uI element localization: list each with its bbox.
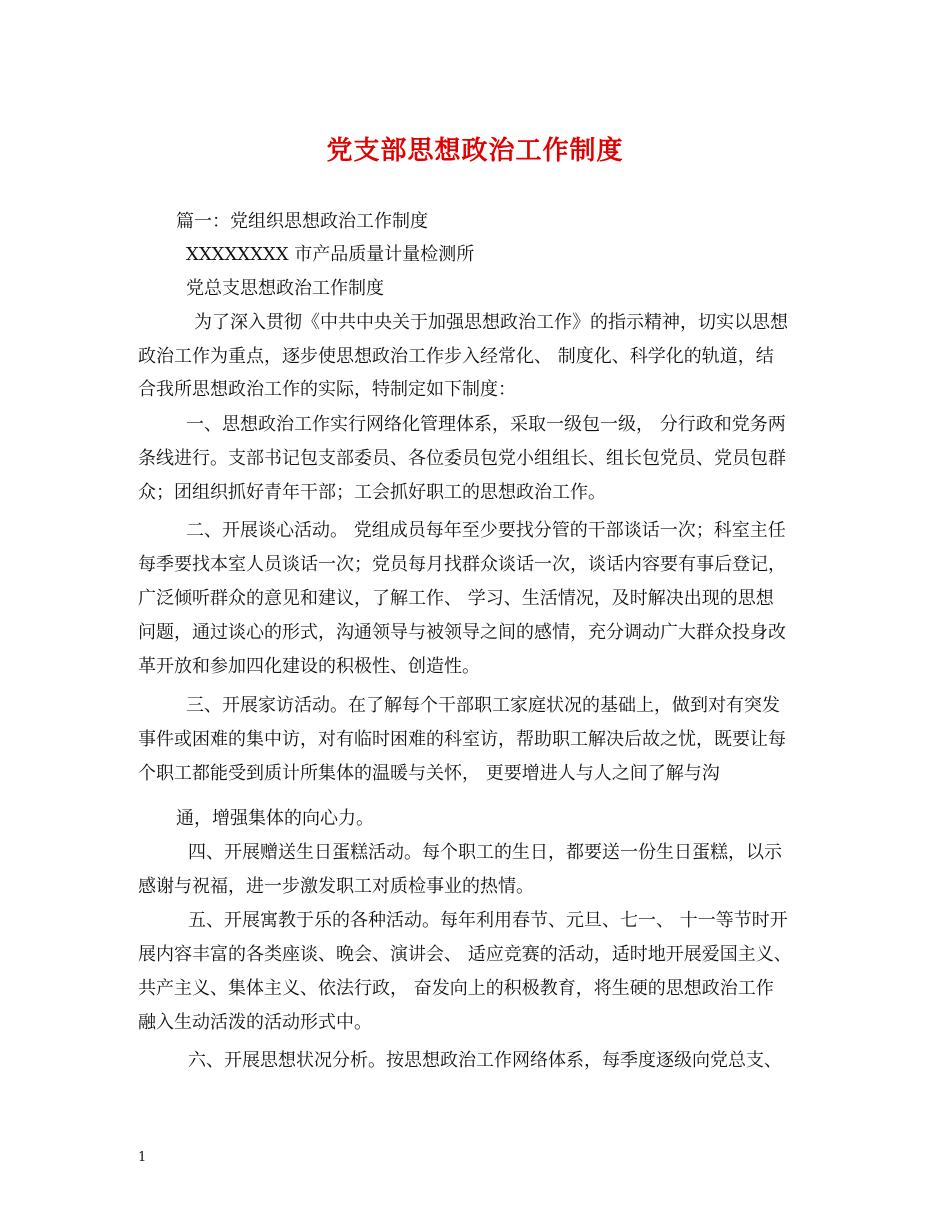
- body-line: 合我所思想政治工作的实际，特制定如下制度：: [138, 379, 516, 400]
- body-line: 众；团组织抓好青年干部；工会抓好职工的思想政治工作。: [138, 482, 606, 503]
- body-line: 六、开展思想状况分析。按思想政治工作网络体系，每季度逐级向党总支、: [188, 1050, 782, 1071]
- body-line: 展内容丰富的各类座谈、晚会、演讲会、 适应竞赛的活动，适时地开展爱国主义、: [138, 944, 792, 965]
- body-line: 党总支思想政治工作制度: [186, 278, 384, 299]
- body-line: XXXXXXXX 市产品质量计量检测所: [186, 244, 475, 265]
- body-line: 事件或困难的集中访，对有临时困难的科室访，帮助职工解决后故之忧，既要让每: [138, 729, 786, 750]
- body-line: 五、开展寓教于乐的各种活动。每年利用春节、元旦、七一、 十一等节时开: [188, 910, 788, 931]
- document-title: 党支部思想政治工作制度: [326, 136, 624, 166]
- body-line: 三、开展家访活动。在了解每个干部职工家庭状况的基础上，做到对有突发: [186, 695, 780, 716]
- body-line: 问题，通过谈心的形式，沟通领导与被领导之间的感情，充分调动广大群众投身改: [138, 622, 786, 643]
- body-line: 革开放和参加四化建设的积极性、创造性。: [138, 656, 480, 677]
- body-line: 为了深入贯彻《中共中央关于加强思想政治工作》的指示精神，切实以思想: [194, 312, 788, 333]
- body-line: 四、开展赠送生日蛋糕活动。每个职工的生日，都要送一份生日蛋糕，以示: [188, 842, 782, 863]
- body-line: 共产主义、集体主义、依法行政， 奋发向上的积极教育，将生硬的思想政治工作: [138, 978, 774, 999]
- body-line: 每季要找本室人员谈话一次；党员每月找群众谈话一次，谈话内容要有事后登记，: [138, 554, 786, 575]
- body-line: 融入生动活泼的活动形式中。: [138, 1012, 372, 1033]
- body-line: 广泛倾听群众的意见和建议，了解工作、 学习、生活情况，及时解决出现的思想: [138, 588, 774, 609]
- body-line: 一、思想政治工作实行网络化管理体系，采取一级包一级， 分行政和党务两: [186, 414, 786, 435]
- body-line: 篇一：党组织思想政治工作制度: [176, 211, 428, 232]
- body-line: 个职工都能受到质计所集体的温暖与关怀， 更要增进人与人之间了解与沟: [138, 763, 720, 784]
- body-line: 二、开展谈心活动。 党组成员每年至少要找分管的干部谈话一次；科室主任: [186, 520, 786, 541]
- body-line: 条线进行。支部书记包支部委员、各位委员包党小组组长、组长包党员、党员包群: [138, 448, 786, 469]
- page-number: 1: [138, 1150, 147, 1165]
- body-line: 政治工作为重点，逐步使思想政治工作步入经常化、 制度化、科学化的轨道，结: [138, 346, 774, 367]
- body-line: 通，增强集体的向心力。: [176, 808, 374, 829]
- body-line: 感谢与祝福，进一步激发职工对质检事业的热情。: [138, 876, 534, 897]
